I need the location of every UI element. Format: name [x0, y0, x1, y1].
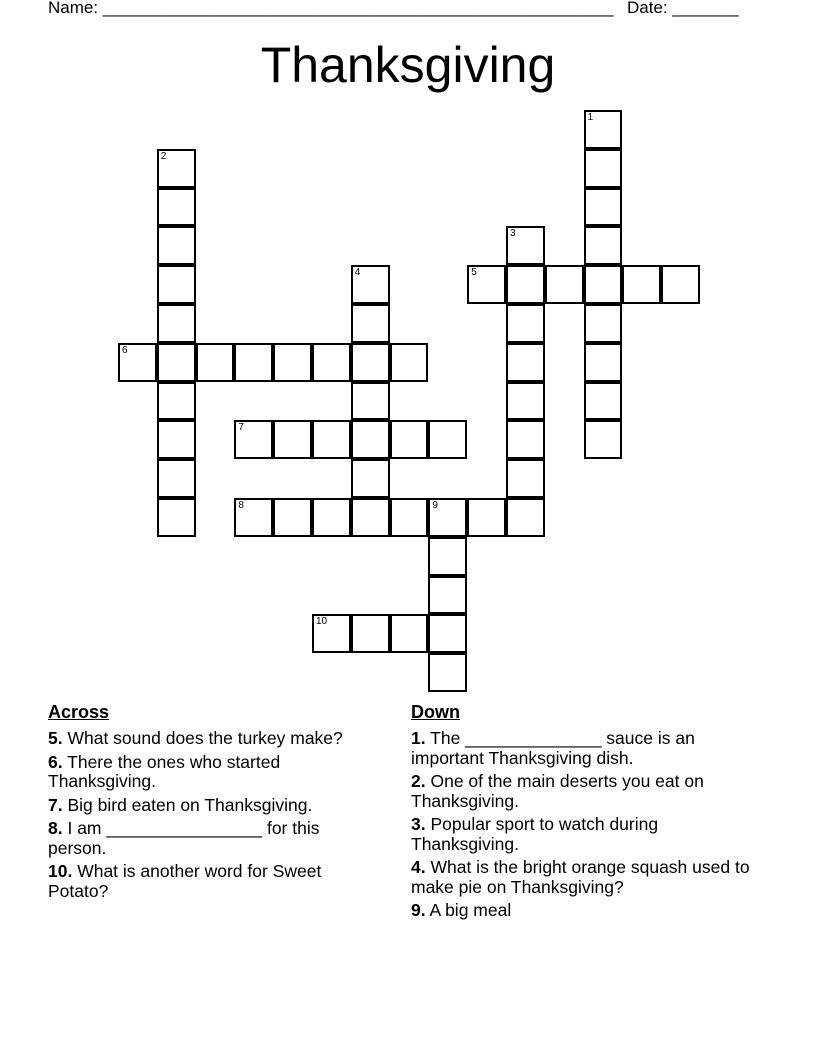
clue-down-3 — [411, 815, 751, 854]
clue-number-label: 1 — [587, 112, 594, 123]
crossword-cell[interactable] — [428, 614, 467, 653]
crossword-cell[interactable] — [234, 343, 273, 382]
clue-number: 7. — [48, 794, 63, 815]
crossword-cell[interactable] — [351, 343, 390, 382]
crossword-cell[interactable] — [273, 420, 312, 459]
clue-down-4 — [411, 858, 751, 897]
crossword-cell[interactable] — [506, 265, 545, 304]
crossword-cell[interactable] — [157, 265, 196, 304]
clue-text: The ______________ sauce is an important Thanksgiving dish. — [411, 728, 695, 768]
clue-number: 6. — [48, 751, 63, 772]
clue-text: What sound does the turkey make? — [62, 728, 343, 748]
clue-number: 3. — [411, 814, 426, 834]
across-clues — [48, 701, 378, 905]
clue-text: I am ________________ for this person. — [48, 818, 320, 858]
crossword-cell[interactable] — [584, 110, 623, 149]
crossword-cell[interactable] — [390, 498, 429, 537]
crossword-cell[interactable] — [234, 498, 273, 537]
across-heading: Across — [48, 702, 110, 722]
clue-number: 9. — [411, 900, 426, 920]
crossword-cell[interactable] — [506, 343, 545, 382]
crossword-cell[interactable] — [661, 265, 700, 304]
crossword-cell[interactable] — [467, 265, 506, 304]
clue-text: A big meal — [425, 900, 512, 920]
crossword-cell[interactable] — [428, 653, 467, 692]
clue-number-label: 3 — [510, 228, 516, 240]
clue-number-label: 4 — [354, 267, 361, 279]
clue-across-5 — [48, 729, 378, 749]
crossword-cell[interactable] — [157, 420, 196, 459]
crossword-cell[interactable] — [157, 459, 196, 498]
clue-text: Popular sport to watch during Thanksgiving. — [411, 814, 659, 854]
crossword-cell[interactable] — [506, 226, 545, 265]
crossword-cell[interactable] — [506, 304, 545, 343]
crossword-cell[interactable] — [467, 498, 506, 537]
crossword-cell[interactable] — [584, 382, 623, 421]
clue-number: 2. — [411, 771, 426, 791]
crossword-cell[interactable] — [584, 420, 623, 459]
crossword-cell[interactable] — [428, 576, 467, 615]
crossword-cell[interactable] — [118, 343, 157, 382]
down-heading: Down — [411, 702, 460, 722]
crossword-cell[interactable] — [312, 343, 351, 382]
crossword-cell[interactable] — [584, 265, 623, 304]
crossword-cell[interactable] — [351, 614, 390, 653]
clue-across-8 — [48, 819, 378, 858]
crossword-cell[interactable] — [584, 304, 623, 343]
crossword-cell[interactable] — [157, 226, 196, 265]
crossword-cell[interactable] — [428, 420, 467, 459]
clue-number-label: 8 — [238, 500, 244, 511]
crossword-cell[interactable] — [622, 265, 661, 304]
crossword-cell[interactable] — [506, 382, 545, 421]
crossword-cell[interactable] — [273, 343, 312, 382]
crossword-cell[interactable] — [273, 498, 312, 537]
crossword-cell[interactable] — [312, 498, 351, 537]
clue-number: 4. — [411, 857, 426, 877]
clue-down-9 — [411, 901, 751, 921]
clue-number-label: 2 — [160, 150, 167, 162]
crossword-cell[interactable] — [312, 420, 351, 459]
crossword-cell[interactable] — [351, 382, 390, 421]
crossword-cell[interactable] — [584, 149, 623, 188]
crossword-cell[interactable] — [157, 149, 196, 188]
crossword-cell[interactable] — [390, 614, 429, 653]
clue-number-label: 9 — [432, 500, 438, 511]
crossword-cell[interactable] — [506, 420, 545, 459]
clue-across-6 — [48, 753, 378, 792]
crossword-cell[interactable] — [506, 459, 545, 498]
crossword-cell[interactable] — [234, 420, 273, 459]
crossword-cell[interactable] — [196, 343, 235, 382]
crossword-cell[interactable] — [390, 343, 429, 382]
clue-number: 8. — [48, 818, 63, 838]
clue-text: One of the main deserts you eat on Thanksgiving. — [411, 771, 704, 811]
crossword-cell[interactable] — [157, 188, 196, 227]
clue-across-10 — [48, 862, 378, 901]
name-field-line[interactable]: Name: ______________________________________________________ — [48, 0, 614, 17]
date-field-line[interactable]: Date: _______ — [627, 0, 739, 17]
down-clues — [411, 701, 751, 925]
crossword-cell[interactable] — [157, 382, 196, 421]
clue-text: What is the bright orange squash used to make pie on Thanksgiving? — [411, 857, 750, 897]
crossword-cell[interactable] — [428, 498, 467, 537]
clue-text: There the ones who started Thanksgiving. — [48, 751, 281, 791]
page-title: Thanksgiving — [260, 37, 556, 93]
clue-number: 5. — [48, 728, 63, 748]
clue-number-label: 5 — [471, 267, 477, 279]
crossword-cell[interactable] — [157, 304, 196, 343]
crossword-cell[interactable] — [390, 420, 429, 459]
clue-across-7 — [48, 796, 378, 816]
crossword-cell[interactable] — [351, 265, 390, 304]
crossword-cell[interactable] — [584, 226, 623, 265]
clue-number: 10. — [48, 861, 73, 881]
crossword-cell[interactable] — [351, 304, 390, 343]
crossword-cell[interactable] — [506, 498, 545, 537]
crossword-cell[interactable] — [351, 498, 390, 537]
clue-text: Big bird eaten on Thanksgiving. — [62, 794, 313, 815]
clue-number-label: 6 — [122, 344, 128, 356]
clue-number-label: 7 — [238, 422, 244, 434]
clue-text: What is another word for Sweet Potato? — [48, 861, 322, 901]
crossword-cell[interactable] — [584, 188, 623, 227]
clue-down-2 — [411, 772, 751, 811]
crossword-cell[interactable] — [428, 537, 467, 576]
clue-down-1 — [411, 729, 751, 768]
crossword-cell[interactable] — [584, 343, 623, 382]
crossword-cell[interactable] — [351, 459, 390, 498]
crossword-cell[interactable] — [157, 498, 196, 537]
clue-number: 1. — [411, 728, 426, 748]
crossword-cell[interactable] — [545, 265, 584, 304]
clue-number-label: 10 — [316, 616, 328, 628]
crossword-cell[interactable] — [157, 343, 196, 382]
crossword-cell[interactable] — [312, 614, 351, 653]
crossword-cell[interactable] — [351, 420, 390, 459]
